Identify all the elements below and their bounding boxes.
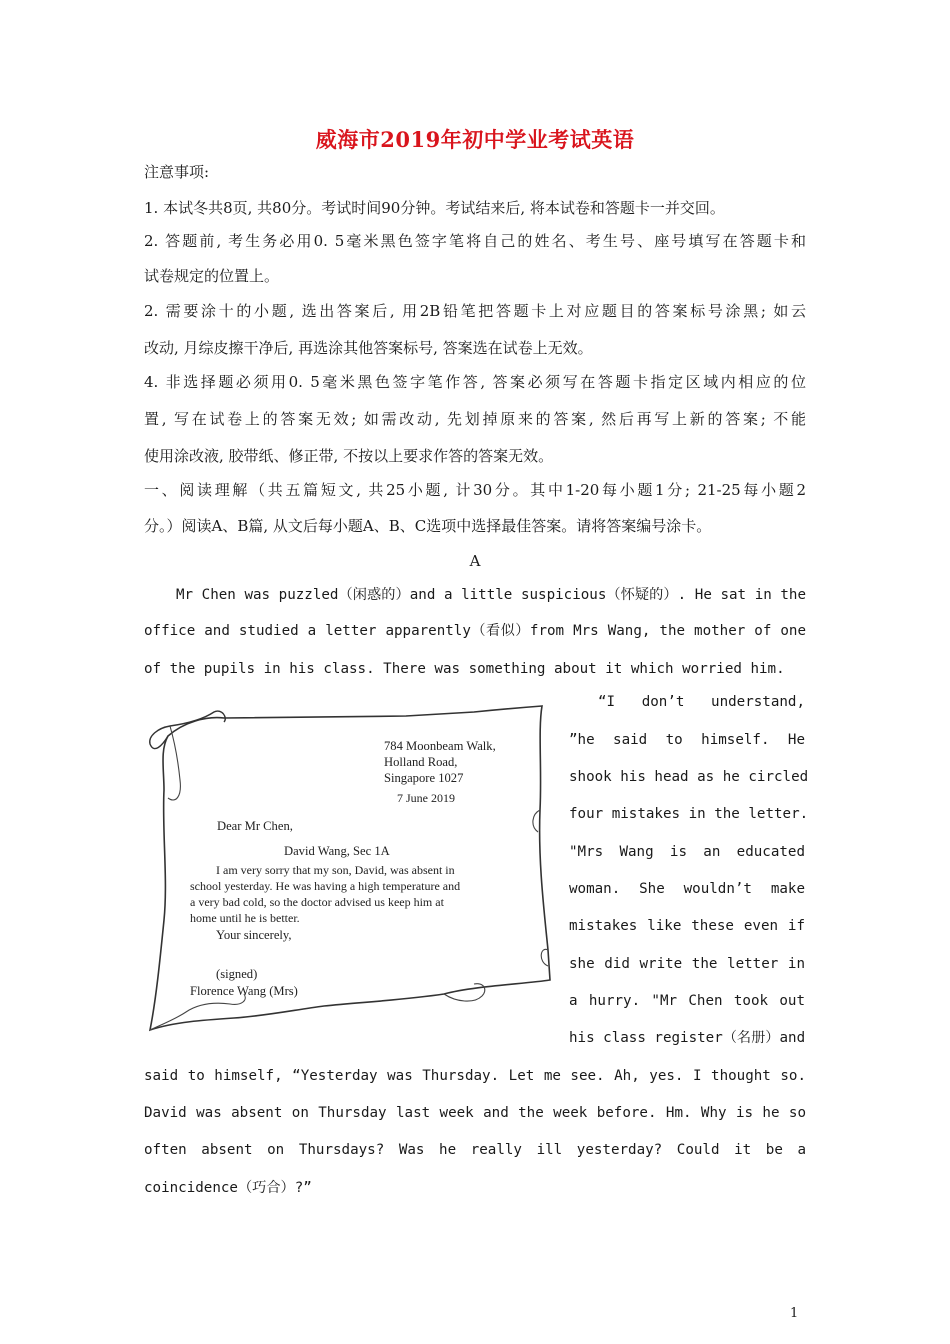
passage-line: said to himself, “Yesterday was Thursday. Let me see. Ah, yes. I thought so. — [144, 1068, 806, 1084]
notice-item-1: 1. 本试冬共8页, 共80分。考试时间90分钟。考试结来后, 将本试卷和答题卡一并交回。 — [144, 199, 725, 217]
passage-line: a hurry. "Mr Chen took out — [569, 993, 805, 1009]
passage-line: often absent on Thursdays? Was he really ill yesterday? Could it be a — [144, 1142, 806, 1158]
letter-signature-name: Florence Wang (Mrs) — [190, 984, 298, 998]
letter-signed: (signed) — [216, 967, 258, 981]
passage-line: four mistakes in the letter. — [569, 806, 809, 822]
letter-body-line: I am very sorry that my son, David, was absent in — [216, 863, 455, 877]
letter-date: 7 June 2019 — [397, 791, 455, 805]
passage-line: mistakes like these even if — [569, 918, 805, 934]
notice-item-2-line-1: 2. 答题前, 考生务必用0. 5毫米黑色签字笔将自己的姓名、考生号、座号填写在答题卡和 — [144, 232, 806, 250]
passage-line: “I don’t understand, — [598, 694, 805, 710]
notice-item-4-line-3: 使用涂改液, 胶带纸、修正带, 不按以上要求作答的答案无效。 — [144, 447, 554, 465]
letter-body-line: school yesterday. He was having a high temperature and — [190, 879, 461, 893]
letter-subject: David Wang, Sec 1A — [284, 844, 390, 858]
letter-address-line-3: Singapore 1027 — [384, 771, 464, 785]
letter-address-line-2: Holland Road, — [384, 755, 458, 769]
letter-closing: Your sincerely, — [216, 928, 292, 942]
notice-item-2-line-2: 试卷规定的位置上。 — [144, 267, 280, 285]
section-heading-line-1: 一、阅读理解（共五篇短文, 共25小题, 计30分。其中1-20每小题1分; 21-25每小题2 — [144, 481, 806, 499]
passage-line: woman. She wouldn’t make — [569, 881, 805, 897]
passage-line: ”he said to himself. He — [569, 732, 805, 748]
page-title: 威海市2019年初中学业考试英语 — [315, 127, 635, 152]
section-heading-line-2: 分。）阅读A、B篇, 从文后每小题A、B、C选项中选择最佳答案。请将答案编号涂卡。 — [144, 517, 712, 535]
passage-line: she did write the letter in — [569, 956, 805, 972]
letter-body-line: a very bad cold, so the doctor advised us keep him at — [190, 895, 444, 909]
letter-illustration — [144, 700, 554, 1035]
passage-line: shook his head as he circled — [569, 769, 809, 785]
passage-line: of the pupils in his class. There was something about it which worried him. — [144, 661, 785, 677]
notice-item-3-line-2: 改动, 月综皮擦干净后, 再选涂其他答案标号, 答案选在试卷上无效。 — [144, 339, 593, 357]
passage-line: his class register（名册）and — [569, 1030, 806, 1046]
notice-item-3-line-1: 2. 需要涂十的小题, 选出答案后, 用2B铅笔把答题卡上对应题目的答案标号涂黑; 如云 — [144, 302, 806, 320]
passage-line: "Mrs Wang is an educated — [569, 844, 805, 860]
part-label: A — [469, 552, 481, 570]
letter-address-line-1: 784 Moonbeam Walk, — [384, 739, 496, 753]
letter-greeting: Dear Mr Chen, — [217, 819, 293, 833]
passage-line: David was absent on Thursday last week and the week before. Hm. Why is he so — [144, 1105, 806, 1121]
passage-line: Mr Chen was puzzled（闲惑的）and a little suspicious（怀疑的）. He sat in the — [176, 587, 806, 603]
notice-heading: 注意事项: — [144, 163, 210, 181]
page-number: 1 — [790, 1306, 799, 1321]
passage-line: office and studied a letter apparently（看似）from Mrs Wang, the mother of one — [144, 623, 806, 639]
passage-line: coincidence（巧合）?” — [144, 1180, 312, 1196]
notice-item-4-line-2: 置, 写在试卷上的答案无效; 如需改动, 先划掉原来的答案, 然后再写上新的答案; 不能 — [144, 410, 806, 428]
notice-item-4-line-1: 4. 非选择题必须用0. 5毫米黑色签字笔作答, 答案必须写在答题卡指定区域内相应的位 — [144, 373, 806, 391]
letter-body-line: home until he is better. — [190, 911, 300, 925]
